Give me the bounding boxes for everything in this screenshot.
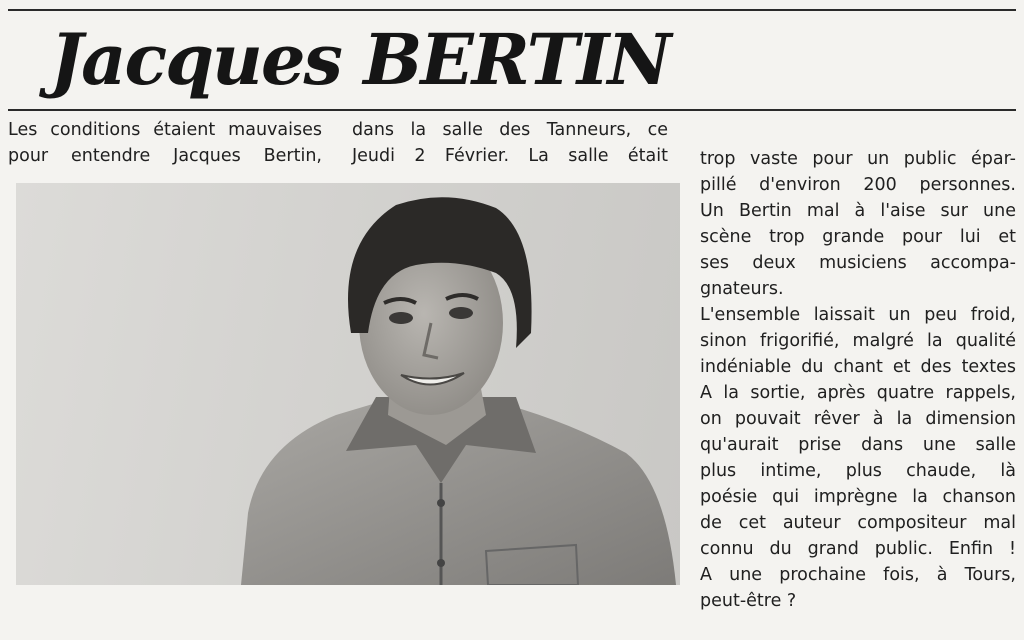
text-line: plus intime, plus chaude, là xyxy=(700,461,1016,481)
text-line: de cet auteur compositeur mal xyxy=(700,513,1016,533)
text-column-1 xyxy=(8,117,322,169)
text-line: peut-être ? xyxy=(700,591,797,611)
text-line: Jeudi 2 Février. La salle était xyxy=(352,146,668,166)
text-line: Un Bertin mal à l'aise sur une xyxy=(700,201,1016,221)
article-title: Jacques BERTIN xyxy=(50,18,670,101)
text-line: Les conditions étaient mauvaises xyxy=(8,120,322,140)
portrait-illustration xyxy=(16,183,680,585)
text-line: trop vaste pour un public épar- xyxy=(700,149,1016,169)
title-rule xyxy=(8,109,1016,111)
text-line: sinon frigorifié, malgré la qualité xyxy=(700,331,1016,351)
text-line: A une prochaine fois, à Tours, xyxy=(700,565,1016,585)
text-line: ses deux musiciens accompa- xyxy=(700,253,1016,273)
text-line: poésie qui imprègne la chanson xyxy=(700,487,1016,507)
text-column-3 xyxy=(700,146,1016,614)
text-column-2 xyxy=(352,117,668,169)
text-line: pillé d'environ 200 personnes. xyxy=(700,175,1016,195)
text-line: scène trop grande pour lui et xyxy=(700,227,1016,247)
text-line: indéniable du chant et des textes xyxy=(700,357,1016,377)
text-line: connu du grand public. Enfin ! xyxy=(700,539,1016,559)
text-line: on pouvait rêver à la dimension xyxy=(700,409,1016,429)
text-line: pour entendre Jacques Bertin, xyxy=(8,146,322,166)
text-line: qu'aurait prise dans une salle xyxy=(700,435,1016,455)
top-rule xyxy=(8,9,1016,11)
text-line: dans la salle des Tanneurs, ce xyxy=(352,120,668,140)
text-line: A la sortie, après quatre rappels, xyxy=(700,383,1016,403)
text-line: gnateurs. xyxy=(700,279,784,299)
portrait-photo xyxy=(16,183,680,585)
text-line: L'ensemble laissait un peu froid, xyxy=(700,305,1016,325)
